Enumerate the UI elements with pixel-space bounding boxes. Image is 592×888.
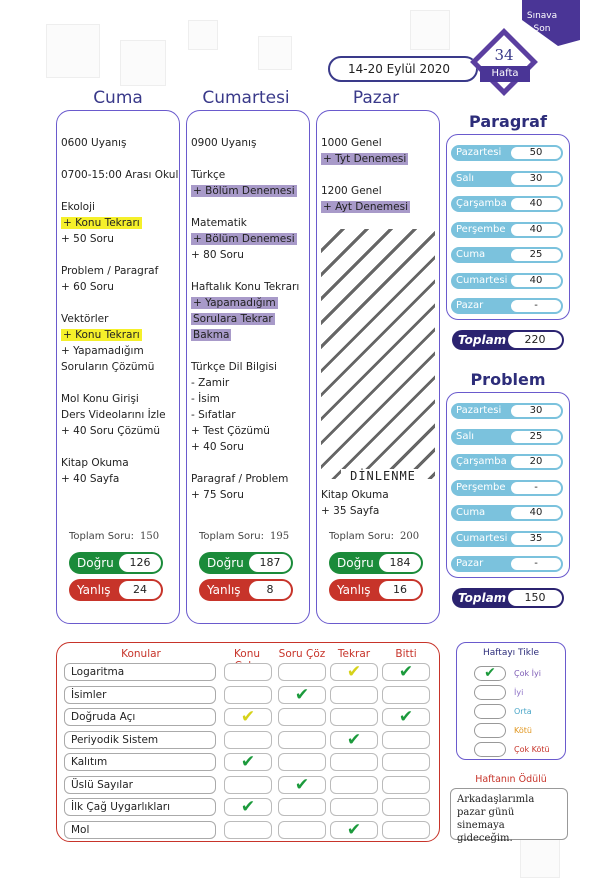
task-item [191, 439, 309, 455]
rating-option[interactable] [474, 685, 506, 700]
check-icon[interactable]: ✔ [224, 753, 272, 771]
bg-square [410, 10, 450, 50]
total-label: Toplam Soru: [199, 531, 264, 542]
paragraf-title: Paragraf [469, 112, 547, 131]
task-item [61, 327, 179, 343]
wrong-pill [199, 579, 293, 601]
topic-name: Mol [64, 821, 216, 839]
task-item [61, 311, 179, 327]
correct-pill [69, 552, 163, 574]
total-questions [69, 531, 159, 542]
task-text: Mol Konu Girişi [61, 393, 139, 405]
task-item [191, 471, 309, 487]
spacer [61, 151, 179, 167]
topic-name: Logaritma [64, 663, 216, 681]
bg-square [188, 20, 218, 50]
task-item [191, 423, 309, 439]
rating-label: Orta [514, 707, 532, 716]
correct-pill [199, 552, 293, 574]
check-cell[interactable] [382, 753, 430, 771]
check-cell[interactable] [224, 731, 272, 749]
check-icon[interactable]: ✔ [224, 798, 272, 816]
week-label: Hafta [480, 66, 530, 82]
correct-label: Doğru [337, 556, 374, 570]
week-evaluation-panel [456, 642, 566, 760]
task-item [61, 455, 179, 471]
task-item [321, 199, 439, 215]
wrong-label: Yanlış [77, 583, 111, 597]
stat-day: Salı [456, 430, 475, 442]
task-item [61, 407, 179, 423]
task-text: Soruların Çözümü [61, 361, 155, 373]
bg-square [258, 36, 292, 70]
bg-square [46, 24, 100, 78]
task-text: + Test Çözümü [191, 425, 270, 437]
check-icon[interactable]: ✔ [474, 666, 506, 681]
check-icon[interactable]: ✔ [330, 731, 378, 749]
stat-row [451, 480, 563, 496]
task-text: + Konu Tekrarı [63, 217, 140, 229]
stat-row [451, 145, 563, 161]
task-item [191, 135, 309, 151]
stat-row [451, 403, 563, 419]
task-text: Vektörler [61, 313, 109, 325]
check-cell[interactable] [278, 753, 326, 771]
spacer [191, 343, 309, 359]
total-value: 150 [140, 531, 160, 542]
stat-day: Pazar [456, 558, 484, 569]
stat-value[interactable]: 25 [510, 430, 562, 444]
task-text: 1200 Genel [321, 185, 382, 197]
task-text: 0700-15:00 Arası Okul [61, 169, 179, 181]
wrong-pill [69, 579, 163, 601]
check-cell[interactable] [330, 753, 378, 771]
check-icon[interactable]: ✔ [278, 776, 326, 794]
check-icon[interactable]: ✔ [330, 663, 378, 681]
stat-row [451, 171, 563, 187]
week-range-pill [328, 56, 478, 82]
stat-value[interactable]: 50 [510, 146, 562, 160]
problem-title: Problem [470, 370, 546, 389]
stat-day: Cuma [456, 507, 486, 518]
task-item [191, 391, 309, 407]
wrong-value: 24 [119, 581, 161, 599]
corner-label [512, 10, 572, 36]
check-icon[interactable]: ✔ [330, 821, 378, 839]
check-cell[interactable] [330, 686, 378, 704]
task-text: 1000 Genel [321, 137, 382, 149]
stat-row [451, 505, 563, 521]
topic-name: İlk Çağ Uygarlıkları [64, 798, 216, 816]
stat-value[interactable]: - [510, 299, 562, 313]
correct-pill [329, 552, 423, 574]
check-icon[interactable]: ✔ [224, 708, 272, 726]
problem-total [452, 588, 564, 608]
task-item [191, 487, 309, 503]
check-cell[interactable] [278, 821, 326, 839]
stat-value[interactable]: 40 [510, 506, 562, 520]
reward-title: Haftanın Ödülü [475, 774, 547, 785]
day-header-sunday: Pazar [352, 88, 400, 108]
correct-value: 126 [119, 554, 161, 572]
task-item [321, 183, 439, 199]
reward-text: Arkadaşlarımla pazar günü sinemaya gideceğim. [457, 794, 535, 844]
day-header-saturday: Cumartesi [202, 88, 290, 108]
rating-label: İyi [514, 688, 524, 697]
stat-row [451, 222, 563, 238]
task-text: Türkçe [191, 169, 226, 181]
task-text: - Sıfatlar [191, 409, 236, 421]
stat-row [451, 196, 563, 212]
check-cell[interactable] [330, 798, 378, 816]
check-cell[interactable] [224, 663, 272, 681]
task-item [191, 359, 309, 375]
rest-label: DİNLENME [341, 469, 425, 483]
task-item [61, 167, 179, 183]
stat-day: Pazartesi [456, 147, 502, 158]
paragraf-total [452, 330, 564, 350]
check-cell[interactable] [278, 731, 326, 749]
total-value: 200 [400, 531, 420, 542]
check-cell[interactable] [224, 686, 272, 704]
task-item [321, 503, 439, 519]
stat-day: Cumartesi [456, 532, 508, 544]
rating-label: Çok Kötü [514, 745, 550, 754]
stat-row [451, 429, 563, 445]
task-item [191, 167, 309, 183]
check-cell[interactable] [224, 821, 272, 839]
task-item [61, 135, 179, 151]
stat-day: Pazartesi [456, 405, 502, 416]
stat-value[interactable]: - [510, 557, 562, 571]
task-text: + 75 Soru [191, 489, 244, 501]
task-text: + Yapamadığım [193, 297, 276, 309]
stat-row [451, 531, 563, 547]
task-list [321, 135, 439, 215]
task-text: Ders Videolarını İzle [61, 409, 166, 421]
total-label: Toplam Soru: [69, 531, 134, 542]
rating-option[interactable] [474, 704, 506, 719]
task-list [61, 135, 179, 487]
after-task-list [321, 487, 439, 519]
check-cell[interactable] [382, 686, 430, 704]
check-icon[interactable]: ✔ [278, 686, 326, 704]
spacer [61, 439, 179, 455]
task-item [61, 199, 179, 215]
topics-header: Konular [121, 648, 161, 660]
task-item [61, 471, 179, 487]
check-cell[interactable] [382, 776, 430, 794]
check-icon[interactable]: ✔ [382, 708, 430, 726]
task-text: Kitap Okuma [321, 489, 389, 501]
spacer [61, 375, 179, 391]
stat-row [451, 454, 563, 470]
task-item [61, 423, 179, 439]
day-column-saturday [186, 110, 310, 624]
task-text: 0900 Uyanış [191, 137, 257, 149]
corner-line2: Son [533, 24, 551, 34]
task-item [191, 311, 309, 327]
task-item [61, 279, 179, 295]
stat-value[interactable]: 35 [510, 532, 562, 546]
stat-value[interactable]: 40 [510, 274, 562, 288]
task-text: Paragraf / Problem [191, 473, 289, 485]
check-cell[interactable] [382, 731, 430, 749]
check-cell[interactable] [224, 776, 272, 794]
wrong-label: Yanlış [207, 583, 241, 597]
stat-value[interactable]: 40 [510, 197, 562, 211]
task-text: Ekoloji [61, 201, 95, 213]
task-text: Problem / Paragraf [61, 265, 159, 277]
check-cell[interactable] [382, 798, 430, 816]
task-item [61, 263, 179, 279]
task-text: + Tyt Denemesi [323, 153, 407, 165]
day-header-friday: Cuma [93, 88, 143, 108]
task-item [191, 183, 309, 199]
check-cell[interactable] [330, 708, 378, 726]
task-item [321, 135, 439, 151]
total-value: 150 [508, 590, 562, 606]
stat-value[interactable]: 30 [510, 172, 562, 186]
task-text: Türkçe Dil Bilgisi [191, 361, 277, 373]
spacer [191, 151, 309, 167]
task-text: + 80 Soru [191, 249, 244, 261]
topic-name: İsimler [64, 686, 216, 704]
spacer [61, 183, 179, 199]
task-item [191, 327, 309, 343]
total-label: Toplam [458, 591, 507, 605]
wrong-label: Yanlış [337, 583, 371, 597]
task-text: + Bölüm Denemesi [193, 233, 295, 245]
check-icon[interactable]: ✔ [382, 663, 430, 681]
paragraf-panel [446, 134, 570, 320]
stat-value[interactable]: 40 [510, 223, 562, 237]
study-topic-header: Konu [233, 648, 261, 660]
total-value: 195 [270, 531, 290, 542]
task-text: Sorulara Tekrar [193, 313, 273, 325]
stat-row [451, 556, 563, 572]
task-text: + 40 Soru [191, 441, 244, 453]
task-text: Bakma [193, 329, 230, 341]
task-item [321, 151, 439, 167]
stat-day: Cuma [456, 249, 486, 260]
stat-row [451, 247, 563, 263]
rating-option[interactable] [474, 742, 506, 757]
spacer [191, 455, 309, 471]
stat-day: Çarşamba [456, 198, 507, 209]
stat-value[interactable]: 20 [510, 455, 562, 469]
week-range: 14-20 Eylül 2020 [348, 62, 450, 76]
wrong-value: 16 [379, 581, 421, 599]
correct-value: 184 [379, 554, 421, 572]
task-text: + 40 Soru Çözümü [61, 425, 161, 437]
bg-square [520, 838, 560, 878]
task-text: Haftalık Konu Tekrarı [191, 281, 300, 293]
spacer [321, 167, 439, 183]
stat-day: Perşembe [456, 223, 506, 235]
check-cell[interactable] [330, 776, 378, 794]
correct-value: 187 [249, 554, 291, 572]
task-item [191, 247, 309, 263]
task-item [61, 215, 179, 231]
task-text: + Yapamadığım [61, 345, 144, 357]
stat-row [451, 298, 563, 314]
wrong-pill [329, 579, 423, 601]
task-text: + 50 Soru [61, 233, 114, 245]
task-text: + Ayt Denemesi [323, 201, 409, 213]
rest-hatch [321, 229, 435, 483]
solve-questions-header: Soru Çöz [278, 648, 326, 660]
spacer [191, 263, 309, 279]
rating-option[interactable] [474, 723, 506, 738]
spacer [61, 247, 179, 263]
task-text: + Konu Tekrarı [63, 329, 140, 341]
day-column-sunday [316, 110, 440, 624]
rating-label: Çok İyi [514, 669, 541, 678]
day-column-friday [56, 110, 180, 624]
done-header: Bitti [395, 648, 417, 660]
week-number: 34 [494, 46, 514, 64]
task-list [191, 135, 309, 503]
task-item [61, 231, 179, 247]
corner-line1: Sınava [526, 11, 558, 21]
total-label: Toplam [458, 333, 507, 347]
rating-label: Kötü [514, 726, 532, 735]
total-value: 220 [508, 332, 562, 348]
stat-value[interactable]: 30 [510, 404, 562, 418]
task-text: Matematik [191, 217, 247, 229]
check-cell[interactable] [382, 821, 430, 839]
task-item [321, 487, 439, 503]
task-text: - Zamir [191, 377, 230, 389]
task-item [61, 359, 179, 375]
stat-day: Perşembe [456, 481, 506, 493]
total-questions [329, 531, 419, 542]
task-item [191, 295, 309, 311]
task-text: + 40 Sayfa [61, 473, 120, 485]
review-header: Tekrar [337, 648, 371, 660]
task-item [191, 375, 309, 391]
task-text: 0600 Uyanış [61, 137, 127, 149]
spacer [191, 199, 309, 215]
check-cell[interactable] [278, 798, 326, 816]
task-item [191, 231, 309, 247]
task-text: - İsim [191, 393, 220, 405]
task-text: + Bölüm Denemesi [193, 185, 295, 197]
task-text: Kitap Okuma [61, 457, 129, 469]
week-evaluation-title: Haftayı Tikle [483, 648, 539, 658]
bg-square [120, 40, 166, 86]
task-item [191, 215, 309, 231]
topic-name: Üslü Sayılar [64, 776, 216, 794]
topic-name: Doğruda Açı [64, 708, 216, 726]
stat-value[interactable]: 25 [510, 248, 562, 262]
problem-panel [446, 392, 570, 578]
check-cell[interactable] [278, 708, 326, 726]
task-item [191, 407, 309, 423]
stat-row [451, 273, 563, 289]
stat-day: Pazar [456, 300, 484, 311]
task-item [61, 343, 179, 359]
stat-value[interactable]: - [510, 481, 562, 495]
topic-name: Periyodik Sistem [64, 731, 216, 749]
total-label: Toplam Soru: [329, 531, 394, 542]
topic-name: Kalıtım [64, 753, 216, 771]
correct-label: Doğru [77, 556, 114, 570]
total-questions [199, 531, 289, 542]
spacer [61, 295, 179, 311]
task-text: + 60 Soru [61, 281, 114, 293]
wrong-value: 8 [249, 581, 291, 599]
stat-day: Salı [456, 172, 475, 184]
task-item [61, 391, 179, 407]
task-text: + 35 Sayfa [321, 505, 380, 517]
check-cell[interactable] [278, 663, 326, 681]
stat-day: Cumartesi [456, 274, 508, 286]
stat-day: Çarşamba [456, 456, 507, 467]
correct-label: Doğru [207, 556, 244, 570]
task-item [191, 279, 309, 295]
reward-note[interactable] [450, 788, 568, 844]
